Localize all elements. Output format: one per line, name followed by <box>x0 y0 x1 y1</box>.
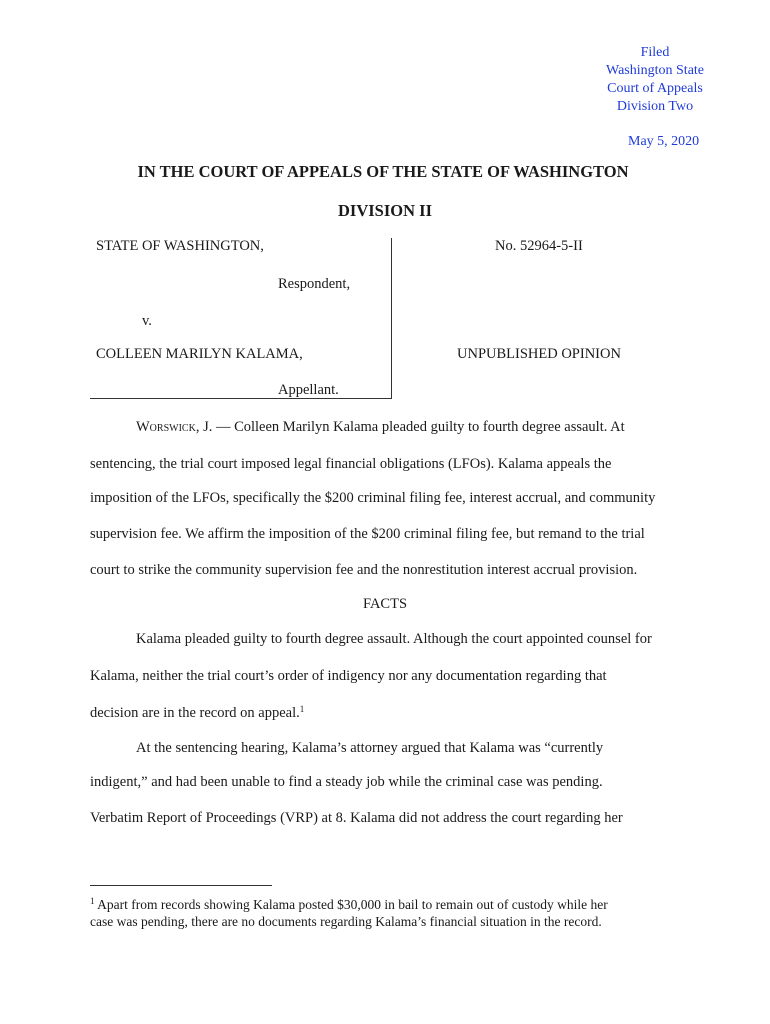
body-line: Kalama, neither the trial court’s order of indigency nor any documentation regarding that <box>90 668 607 684</box>
author-name: Worswick <box>136 419 196 435</box>
footnote-text: Apart from records showing Kalama posted $30,000 in bail to remain out of custody while her <box>94 897 608 912</box>
body-line: supervision fee. We affirm the imposition of the $200 criminal filing fee, but remand to the trial <box>90 526 645 542</box>
defendant-name: COLLEEN MARILYN KALAMA, <box>96 346 303 362</box>
footnote-marker: 1 <box>90 896 95 906</box>
filed-stamp-line: Court of Appeals <box>607 81 703 96</box>
defendant-role: Appellant. <box>278 382 339 398</box>
body-line: Verbatim Report of Proceedings (VRP) at 8. Kalama did not address the court regarding her <box>90 810 623 826</box>
filed-stamp <box>590 44 720 116</box>
caption-divider-horizontal <box>90 398 392 399</box>
division-heading: DIVISION II <box>338 201 432 220</box>
body-text: decision are in the record on appeal. <box>90 705 300 721</box>
filed-stamp-line: Filed <box>640 45 670 60</box>
footnote-line <box>90 896 608 913</box>
versus: v. <box>142 313 152 329</box>
facts-heading: FACTS <box>362 596 408 612</box>
plaintiff-name: STATE OF WASHINGTON, <box>96 238 264 254</box>
body-line: imposition of the LFOs, specifically the $200 criminal filing fee, interest accrual, and community <box>90 490 656 506</box>
intro-text: , J. — Colleen Marilyn Kalama pleaded guilty to fourth degree assault. At <box>195 419 625 435</box>
filed-stamp-line: Washington State <box>605 63 705 78</box>
court-title: IN THE COURT OF APPEALS OF THE STATE OF WASHINGTON <box>137 162 629 181</box>
caption-divider-vertical <box>391 238 392 398</box>
filed-date: May 5, 2020 <box>628 134 700 149</box>
body-line: indigent,” and had been unable to find a steady job while the criminal case was pending. <box>90 774 603 790</box>
footnote-line: case was pending, there are no documents regarding Kalama’s financial situation in the record. <box>90 914 602 929</box>
body-line <box>90 704 304 722</box>
body-line: At the sentencing hearing, Kalama’s attorney argued that Kalama was “currently <box>136 740 604 756</box>
intro-line <box>136 419 625 436</box>
body-line: court to strike the community supervision fee and the nonrestitution interest accrual provision. <box>90 562 638 578</box>
plaintiff-role: Respondent, <box>278 276 351 292</box>
body-line: sentencing, the trial court imposed legal financial obligations (LFOs). Kalama appeals the <box>90 456 612 472</box>
opinion-type: UNPUBLISHED OPINION <box>457 346 621 362</box>
case-number: No. 52964-5-II <box>495 238 583 254</box>
filed-stamp-line: Division Two <box>616 99 694 114</box>
footnote-rule <box>90 885 272 886</box>
footnote-reference[interactable]: 1 <box>299 704 305 714</box>
body-line: Kalama pleaded guilty to fourth degree assault. Although the court appointed counsel for <box>136 631 652 647</box>
